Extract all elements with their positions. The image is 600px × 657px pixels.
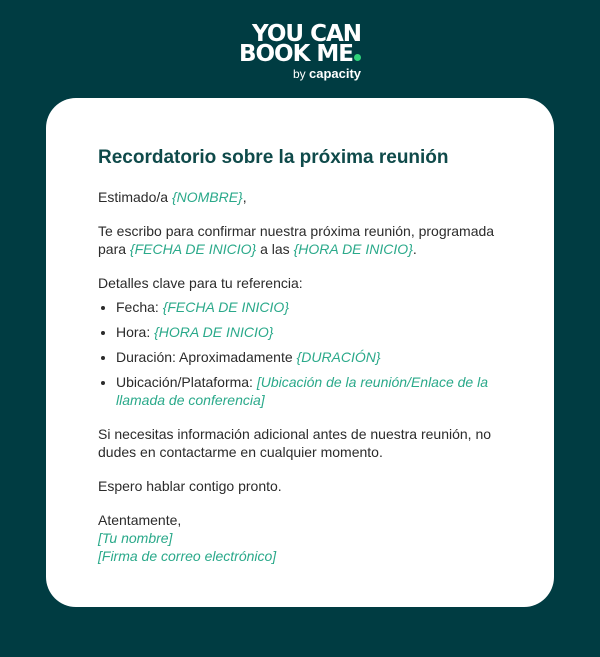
details-heading: Detalles clave para tu referencia: <box>98 275 303 291</box>
placeholder-signature: [Firma de correo electrónico] <box>98 548 277 564</box>
logo-by-text: by <box>292 67 306 81</box>
greeting <box>98 188 508 206</box>
logo-company: capacity <box>308 66 362 81</box>
detail-label: Ubicación/Plataforma: <box>116 374 257 390</box>
signoff: Atentamente, <box>98 512 182 528</box>
intro-text-3: . <box>412 241 417 257</box>
placeholder-name: {NOMBRE} <box>171 189 243 205</box>
youcanbookme-logo[interactable] <box>238 21 362 81</box>
logo-line-2-text: BOOK ME <box>238 41 354 67</box>
intro-text-2: a las <box>256 241 294 257</box>
email-title: Recordatorio sobre la próxima reunión <box>98 147 449 168</box>
greeting-suffix: , <box>242 189 247 205</box>
detail-label: Duración: Aproximadamente <box>116 349 297 365</box>
detail-time <box>116 323 508 341</box>
intro-text-1: Te escribo para confirmar nuestra próxima reunión, programada para <box>98 223 495 257</box>
logo-line-1: YOU CAN <box>252 21 362 47</box>
intro-paragraph <box>98 222 508 258</box>
greeting-prefix: Estimado/a <box>98 189 172 205</box>
info-paragraph: Si necesitas información adicional antes de nuestra reunión, no dudes en contactarme en cualquier momento. <box>98 426 492 460</box>
detail-label: Hora: <box>116 324 155 340</box>
logo-byline <box>293 67 361 81</box>
placeholder-location: [Ubicación de la reunión/Enlace de la llamada de conferencia] <box>116 374 488 408</box>
placeholder-start-time: {HORA DE INICIO} <box>293 241 413 257</box>
closing-line: Espero hablar contigo pronto. <box>98 478 282 494</box>
placeholder-duration: {DURACIÓN} <box>296 349 381 365</box>
detail-duration <box>116 348 508 366</box>
logo-dot-icon <box>354 54 361 61</box>
placeholder-time: {HORA DE INICIO} <box>154 324 274 340</box>
placeholder-start-date: {FECHA DE INICIO} <box>129 241 257 257</box>
logo-line-2 <box>238 41 361 67</box>
details-list <box>98 298 508 409</box>
detail-date <box>116 298 508 316</box>
detail-location <box>116 373 508 409</box>
header <box>0 21 600 81</box>
email-card <box>46 98 554 607</box>
email-content <box>98 146 508 565</box>
detail-label: Fecha: <box>116 299 163 315</box>
placeholder-sender-name: [Tu nombre] <box>98 530 173 546</box>
placeholder-date: {FECHA DE INICIO} <box>162 299 289 315</box>
